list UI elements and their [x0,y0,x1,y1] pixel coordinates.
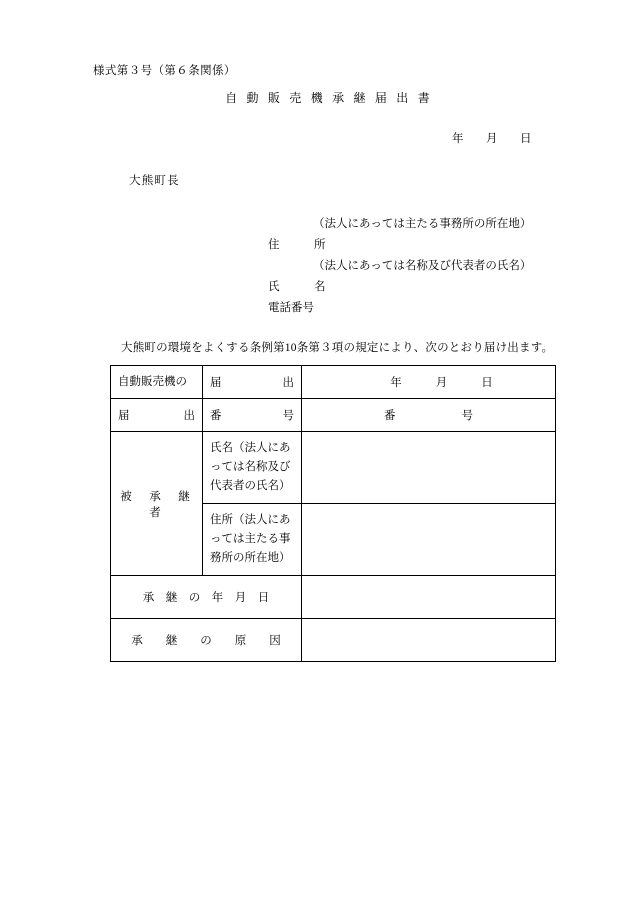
cell-notification-label [203,366,302,399]
form-table [110,365,556,662]
cell-predecessor-name-label [203,432,302,504]
statement-text [110,339,553,355]
date-day-label: 日 [520,133,532,145]
notification-label-b: 出 [282,377,294,389]
name-note: （法人にあっては名称及び代表者の氏名） [313,260,532,272]
table-row [111,366,556,399]
number-value-a: 番 [384,410,396,422]
table-row [111,432,556,504]
cell-predecessor-address-label [203,504,302,576]
predecessor-name-label: 氏名（法人にあっては名称及び代表者の氏名） [210,442,291,492]
notification-label-a: 届 [210,377,222,389]
cell-succession-reason-label [111,619,302,662]
predecessor-address-label: 住所（法人にあっては主たる事務所の所在地） [210,514,291,564]
statement-body: 大熊町の環境をよくする条例第10条第３項の規定により、次のとおり届け出ます。 [121,342,554,354]
table-row [111,619,556,662]
date-line [452,130,532,146]
cell-notification-label-2 [111,399,203,432]
notification-word-b: 出 [183,410,195,422]
address-note: （法人にあっては主たる事務所の所在地） [313,218,532,230]
cell-succession-date-label [111,576,302,619]
cell-predecessor-label [111,432,208,576]
cell-succession-date-value[interactable] [302,576,556,619]
notify-day-label: 日 [481,377,493,389]
number-label-b: 号 [282,410,294,422]
cell-number-value[interactable] [302,399,556,432]
date-month-label: 月 [486,133,498,145]
cell-succession-reason-value[interactable] [302,619,556,662]
predecessor-label: 被 承 継 者 [120,490,208,519]
notify-month-label: 月 [435,377,448,389]
succession-reason-label: 承 継 の 原 因 [131,635,281,647]
succession-date-label: 承 継 の 年 月 日 [142,592,270,604]
address-label: 住 所 [268,239,326,251]
name-label: 氏 名 [268,281,326,293]
notification-word-a: 届 [118,410,130,422]
applicant-block [268,214,531,319]
page-title: 自 動 販 売 機 承 継 届 出 書 [225,91,433,105]
number-label-a: 番 [210,410,222,422]
addressee: 大熊町長 [129,175,180,187]
cell-number-label [203,399,302,432]
cell-predecessor-address-value[interactable] [302,504,556,576]
notify-year-label: 年 [390,377,402,389]
vending-machine-label: 自動販売機の [118,375,187,388]
number-value-b: 号 [461,410,473,422]
cell-predecessor-name-value[interactable] [302,432,556,504]
form-number: 様式第３号（第６条関係） [93,65,236,77]
table-row [111,576,556,619]
cell-vending-machine-label [111,366,203,399]
date-year-label: 年 [452,133,464,145]
cell-notification-date-value[interactable] [302,366,556,399]
table-row [111,399,556,432]
phone-label: 電話番号 [268,302,314,314]
